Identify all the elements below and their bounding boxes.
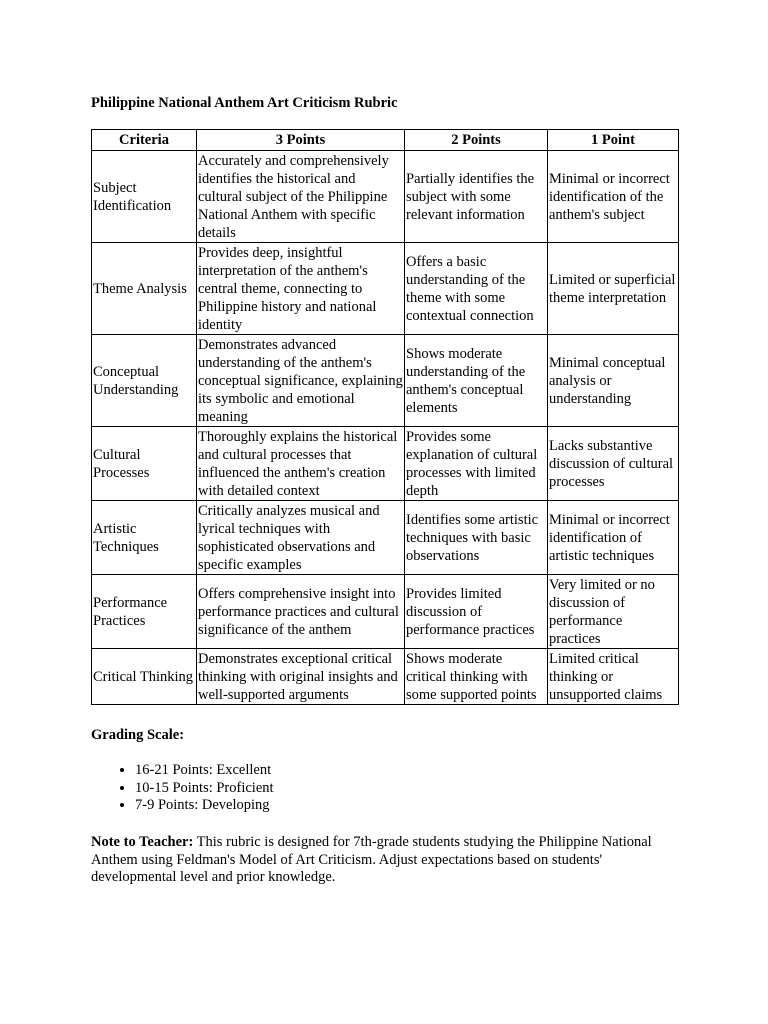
table-row: [92, 649, 679, 705]
two-points-cell: Provides limited discussion of performance practices: [405, 575, 548, 649]
one-point-cell: Limited critical thinking or unsupported claims: [548, 649, 679, 705]
three-points-cell: Offers comprehensive insight into performance practices and cultural significance of the anthem: [197, 575, 405, 649]
table-row: [92, 335, 679, 427]
one-point-cell: Very limited or no discussion of performance practices: [548, 575, 679, 649]
table-row: [92, 151, 679, 243]
criteria-cell: Cultural Processes: [92, 427, 197, 501]
table-header-row: [92, 130, 679, 151]
three-points-cell: Demonstrates advanced understanding of the anthem's conceptual significance, explaining its symbolic and emotional meaning: [198, 336, 403, 425]
one-point-cell: Minimal conceptual analysis or understanding: [548, 335, 679, 427]
two-points-cell: Identifies some artistic techniques with basic observations: [405, 501, 548, 575]
two-points-cell: Provides some explanation of cultural processes with limited depth: [405, 427, 548, 501]
criteria-cell: Theme Analysis: [92, 243, 197, 335]
list-item: • 16-21 Points: Excellent: [135, 762, 274, 780]
two-points-cell: Shows moderate critical thinking with some supported points: [405, 649, 548, 705]
three-points-cell: Provides deep, insightful interpretation of the anthem's central theme, connecting to Philippine history and national identity: [197, 243, 405, 335]
criteria-cell: Conceptual Understanding: [92, 335, 197, 427]
criteria-cell: Artistic Techniques: [92, 501, 197, 575]
grading-scale-list: [91, 762, 274, 815]
header-criteria: Criteria: [92, 130, 197, 151]
criteria-cell: Subject Identification: [92, 151, 197, 243]
three-points-cell: Thoroughly explains the historical and cultural processes that influenced the anthem's creation with detailed context: [197, 427, 405, 501]
header-2-points: 2 Points: [405, 130, 548, 151]
criteria-cell: Critical Thinking: [92, 649, 197, 705]
three-points-cell: Accurately and comprehensively identifies the historical and cultural subject of the Philippine National Anthem with specific details: [197, 151, 405, 243]
teacher-note-text: This rubric is designed for 7th-grade students studying the Philippine National Anthem using Feldman's Model of Art Criticism. Adjust expectations based on students' developmental level and prior knowledge.: [91, 834, 652, 885]
teacher-note: [91, 834, 691, 887]
list-item: • 7-9 Points: Developing: [135, 797, 274, 815]
header-3-points: 3 Points: [197, 130, 405, 151]
two-points-cell: Partially identifies the subject with some relevant information: [405, 151, 548, 243]
two-points-cell: Shows moderate understanding of the anthem's conceptual elements: [405, 335, 548, 427]
table-row: [92, 243, 679, 335]
three-points-cell: Critically analyzes musical and lyrical techniques with sophisticated observations and specific examples: [197, 501, 405, 575]
table-row: [92, 427, 679, 501]
one-point-cell: Limited or superficial theme interpretation: [548, 243, 679, 335]
criteria-cell: Performance Practices: [92, 575, 197, 649]
list-item: • 10-15 Points: Proficient: [135, 780, 274, 798]
grading-scale-heading: Grading Scale:: [91, 727, 185, 743]
table-row: [92, 575, 679, 649]
document-title: Philippine National Anthem Art Criticism Rubric: [91, 95, 398, 111]
one-point-cell: Minimal or incorrect identification of artistic techniques: [548, 501, 679, 575]
teacher-note-label: Note to Teacher:: [91, 834, 194, 850]
rubric-table: [91, 129, 679, 705]
table-row: [92, 501, 679, 575]
header-1-point: 1 Point: [548, 130, 679, 151]
one-point-cell: Lacks substantive discussion of cultural processes: [548, 427, 679, 501]
one-point-cell: Minimal or incorrect identification of the anthem's subject: [548, 151, 679, 243]
three-points-cell: Demonstrates exceptional critical thinking with original insights and well-supported arguments: [197, 649, 405, 705]
two-points-cell: Offers a basic understanding of the theme with some contextual connection: [405, 243, 548, 335]
